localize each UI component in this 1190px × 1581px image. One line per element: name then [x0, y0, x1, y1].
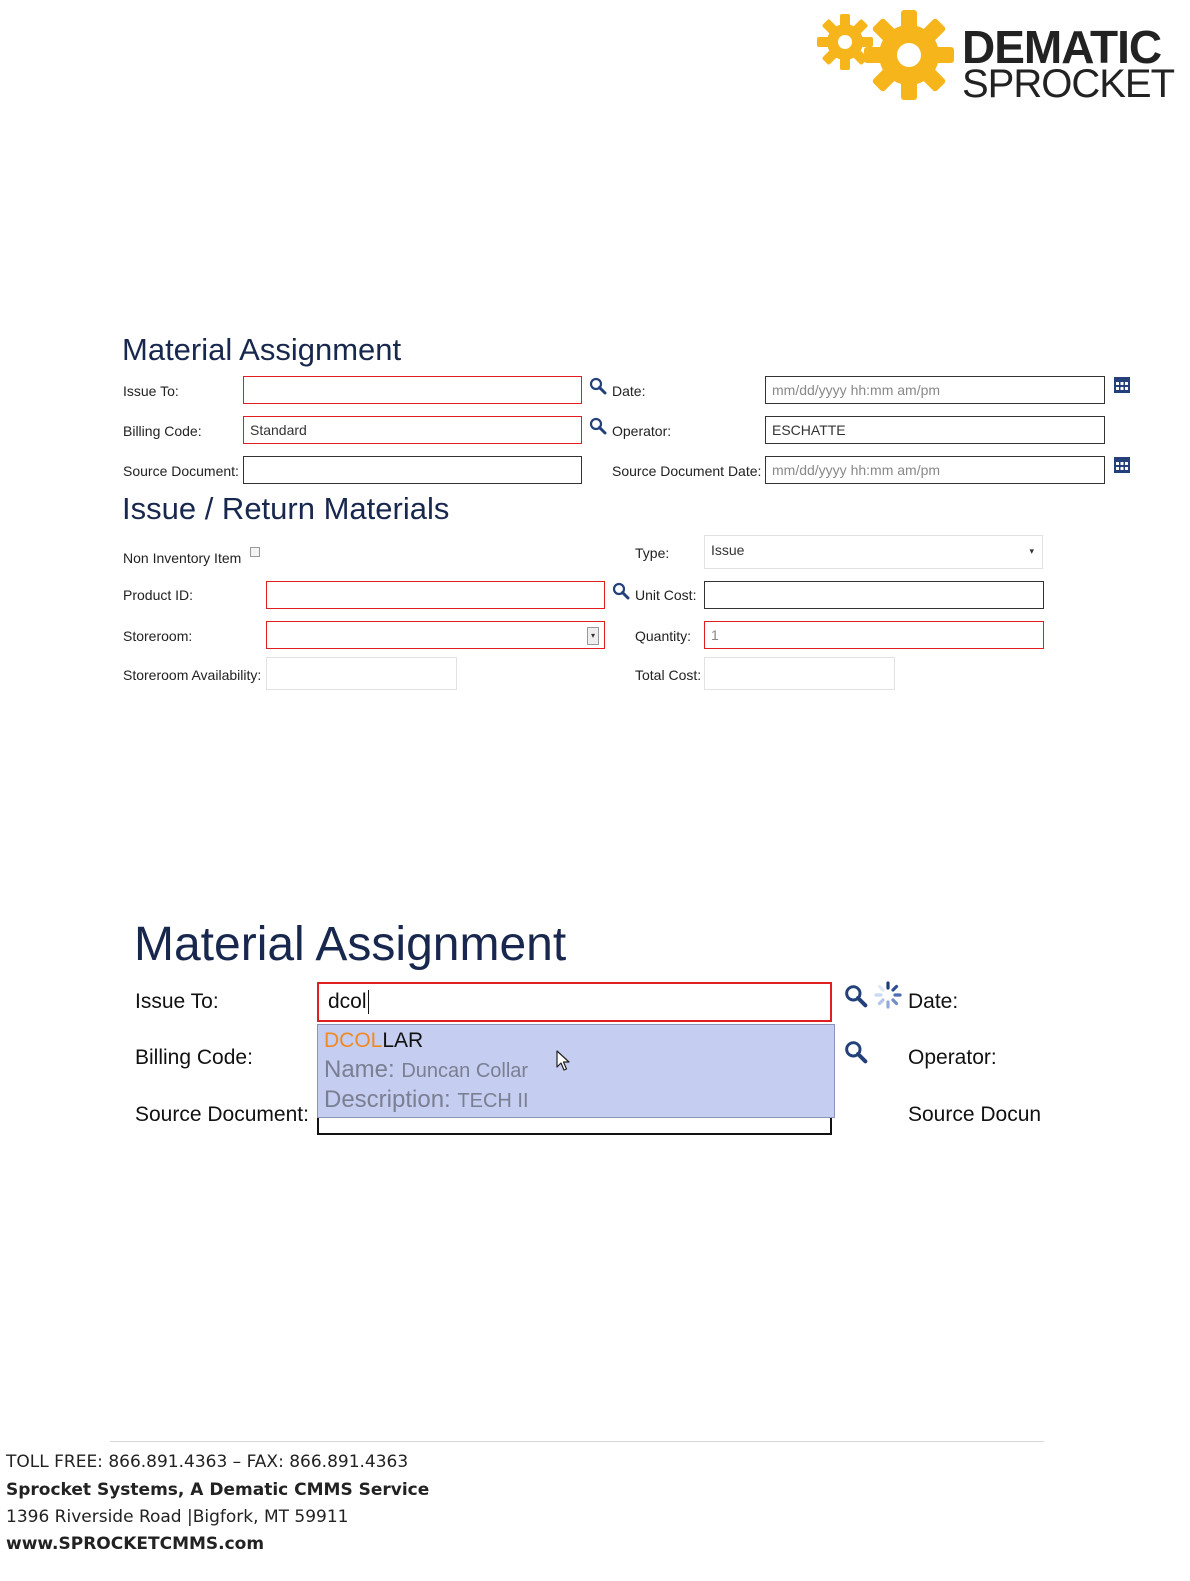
search-icon[interactable]: [844, 1040, 868, 1064]
issue-return-title: Issue / Return Materials: [122, 491, 450, 526]
source-document-date-input[interactable]: mm/dd/yyyy hh:mm am/pm: [765, 456, 1105, 484]
footer-address: 1396 Riverside Road |Bigfork, MT 59911: [6, 1507, 349, 1527]
product-id-input[interactable]: [266, 581, 605, 609]
zoom-material-assignment-title: Material Assignment: [134, 918, 567, 971]
text-cursor: [368, 990, 369, 1014]
storeroom-availability-label: Storeroom Availability:: [123, 667, 262, 683]
calendar-icon[interactable]: [1113, 376, 1131, 394]
chevron-down-icon[interactable]: ▾: [587, 627, 599, 645]
date-label: Date:: [612, 383, 646, 399]
issue-to-input[interactable]: [243, 376, 582, 404]
type-select-value: Issue: [711, 542, 745, 558]
calendar-icon[interactable]: [1113, 456, 1131, 474]
storeroom-label: Storeroom:: [123, 628, 193, 644]
source-document-date-label: Source Document Date:: [612, 463, 762, 479]
total-cost-field: [704, 657, 895, 690]
storeroom-availability-field: [266, 657, 457, 690]
zoom-issue-to-label: Issue To:: [135, 990, 219, 1013]
operator-input[interactable]: ESCHATTE: [765, 416, 1105, 444]
zoom-source-document-date-label: Source Docun: [908, 1103, 1042, 1126]
mouse-pointer-icon: [556, 1050, 570, 1072]
footer-website[interactable]: www.SPROCKETCMMS.com: [6, 1534, 265, 1554]
type-select[interactable]: [704, 535, 1043, 569]
suggestion-rest: LAR: [382, 1029, 424, 1052]
suggestion-id[interactable]: [324, 1029, 423, 1053]
billing-code-input[interactable]: Standard: [243, 416, 582, 444]
quantity-label: Quantity:: [635, 628, 692, 644]
suggestion-description: Description: TECH II: [324, 1086, 529, 1113]
date-input[interactable]: mm/dd/yyyy hh:mm am/pm: [765, 376, 1105, 404]
unit-cost-label: Unit Cost:: [635, 587, 697, 603]
zoom-date-label: Date:: [908, 990, 959, 1013]
zoom-issue-to-value: dcol: [328, 990, 367, 1013]
footer-company: Sprocket Systems, A Dematic CMMS Service: [6, 1480, 430, 1500]
zoom-issue-to-input[interactable]: [317, 982, 832, 1022]
zoom-source-document-label: Source Document:: [135, 1103, 309, 1126]
logo-text-dematic: DEMATIC: [962, 21, 1162, 73]
autocomplete-dropdown[interactable]: [317, 1024, 835, 1118]
logo-text-sprocket: SPROCKET: [962, 62, 1175, 106]
issue-to-label: Issue To:: [123, 383, 179, 399]
material-assignment-title: Material Assignment: [122, 332, 402, 367]
suggestion-name: Name: Duncan Collar: [324, 1056, 529, 1083]
type-label: Type:: [635, 545, 670, 561]
suggestion-match: DCOL: [324, 1029, 383, 1052]
zoom-billing-code-label: Billing Code:: [135, 1046, 253, 1069]
operator-label: Operator:: [612, 423, 672, 439]
billing-code-label: Billing Code:: [123, 423, 202, 439]
storeroom-select[interactable]: [266, 621, 605, 649]
zoom-operator-label: Operator:: [908, 1046, 997, 1069]
quantity-input[interactable]: 1: [704, 621, 1044, 649]
search-icon[interactable]: [589, 377, 607, 395]
chevron-down-icon: ▾: [1029, 546, 1034, 556]
non-inventory-label: Non Inventory Item: [123, 550, 242, 566]
gear-icon: [862, 8, 956, 102]
loading-spinner-icon: [873, 980, 903, 1010]
non-inventory-checkbox[interactable]: [250, 547, 260, 557]
search-icon[interactable]: [844, 984, 868, 1008]
product-id-label: Product ID:: [123, 587, 194, 603]
footer-phone: TOLL FREE: 866.891.4363 – FAX: 866.891.4363: [6, 1452, 409, 1472]
source-document-label: Source Document:: [123, 463, 239, 479]
total-cost-label: Total Cost:: [635, 667, 702, 683]
search-icon[interactable]: [612, 582, 630, 600]
footer-divider: [110, 1441, 1044, 1442]
source-document-input[interactable]: [243, 456, 582, 484]
search-icon[interactable]: [589, 417, 607, 435]
unit-cost-input[interactable]: [704, 581, 1044, 609]
